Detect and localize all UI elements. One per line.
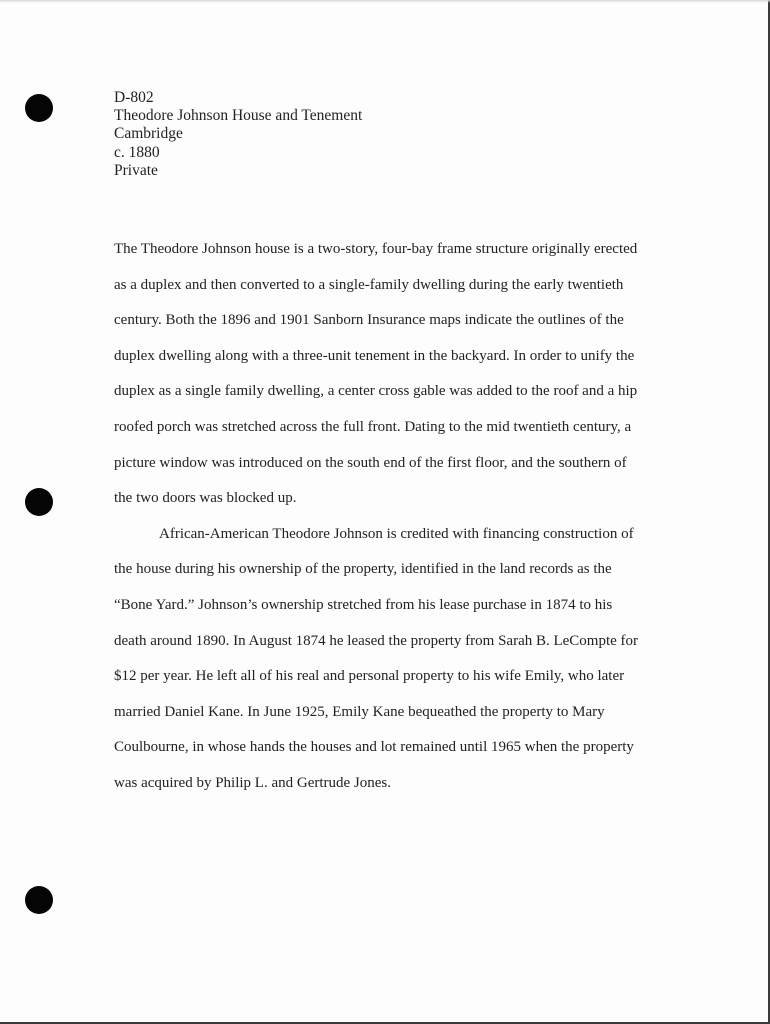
text-line: the two doors was blocked up. (114, 490, 297, 507)
paragraph-2 (114, 517, 644, 802)
construction-date: c. 1880 (114, 143, 160, 161)
text-line: The Theodore Johnson house is a two-story, four-bay frame structure originally erected (114, 241, 638, 257)
text-line: as a duplex and then converted to a single-family dwelling during the early twentieth (114, 276, 624, 293)
text-line: death around 1890. In August 1874 he leased the property from Sarah B. LeCompte for (114, 632, 639, 649)
location: Cambridge (114, 125, 183, 143)
text-line: Coulbourne, in whose hands the houses and lot remained until 1965 when the property (114, 739, 634, 756)
document-body (114, 232, 644, 802)
punch-hole (25, 94, 53, 122)
scan-edge (0, 0, 770, 3)
document-header (114, 89, 362, 180)
text-line: African-American Theodore Johnson is credited with financing construction of (159, 525, 634, 542)
text-line: duplex as a single family dwelling, a center cross gable was added to the roof and a hip (114, 383, 638, 400)
punch-hole (25, 886, 53, 914)
text-line: was acquired by Philip L. and Gertrude Jones. (114, 774, 392, 791)
text-line: $12 per year. He left all of his real and personal property to his wife Emily, who later (114, 668, 625, 685)
text-line: duplex dwelling along with a three-unit tenement in the backyard. In order to unify the (114, 347, 635, 364)
text-line: the house during his ownership of the property, identified in the land records as the (114, 561, 612, 578)
property-name: Theodore Johnson House and Tenement (114, 107, 363, 125)
text-line: married Daniel Kane. In June 1925, Emily Kane bequeathed the property to Mary (114, 703, 605, 720)
punch-hole (25, 488, 53, 516)
text-line: “Bone Yard.” Johnson’s ownership stretched from his lease purchase in 1874 to his (114, 596, 613, 613)
access-status: Private (114, 161, 158, 179)
text-line: roofed porch was stretched across the full front. Dating to the mid twentieth century, a (114, 418, 632, 435)
text-line: picture window was introduced on the south end of the first floor, and the southern of (114, 454, 627, 471)
paragraph-1 (114, 232, 644, 517)
text-line: century. Both the 1896 and 1901 Sanborn Insurance maps indicate the outlines of the (114, 312, 624, 329)
site-number: D-802 (114, 89, 154, 106)
